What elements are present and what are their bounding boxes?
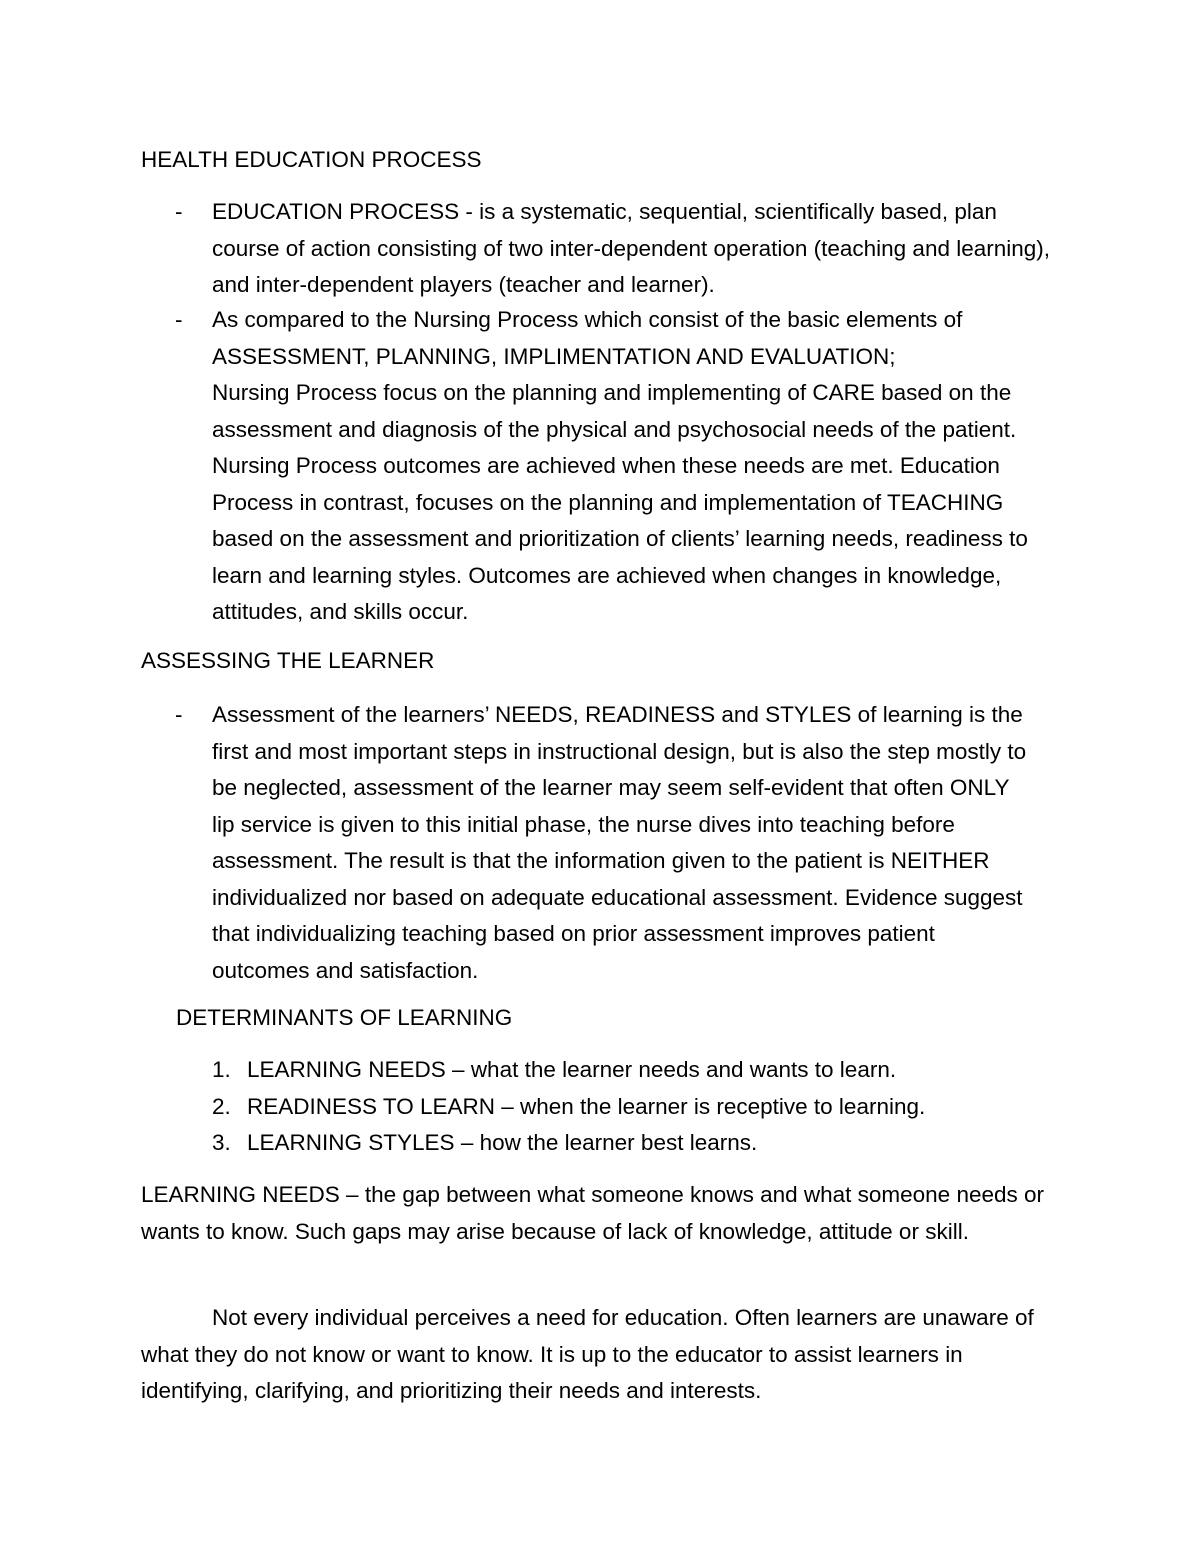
bullet-paragraph: Assessment of the learners’ NEEDS, READINESS and STYLES of learning is the first and most important steps in instructional design, but is also the step mostly to be neglected, assessment of the learner may seem self-evident that often ONLY lip service is given to this initial phase, the nurse dives into teaching before assessment. The result is that the information given to the patient is NEITHER individualized nor based on adequate educational assessment. Evidence suggest that individualizing teaching based on prior assessment improves patient outcomes and satisfaction.	[212, 702, 1027, 983]
learning-needs-paragraph: LEARNING NEEDS – the gap between what someone knows and what someone needs or wants to know. Such gaps may arise because of lack of knowledge, attitude or skill.	[141, 1182, 1045, 1244]
bullet-paragraph: EDUCATION PROCESS - is a systematic, sequential, scientifically based, plan course of action consisting of two inter-dependent operation (teaching and learning), and inter-dependent players (teacher and learner).	[212, 199, 1051, 297]
bullet-text	[212, 302, 1062, 631]
bullet-paragraph: As compared to the Nursing Process which consist of the basic elements of ASSESSMENT, PLANNING, IMPLIMENTATION AND EVALUATION;	[212, 307, 963, 369]
list-item-text: LEARNING NEEDS – what the learner needs and wants to learn.	[247, 1057, 897, 1082]
bullet-paragraph: Nursing Process focus on the planning and implementing of CARE based on the assessment and diagnosis of the physical and psychosocial needs of the patient. Nursing Process outcomes are achieved when these needs are met. Education Process in contrast, focuses on the planning and implementation of TEACHING based on the assessment and prioritization of clients’ learning needs, readiness to learn and learning styles. Outcomes are achieved when changes in knowledge, attitudes, and skills occur.	[212, 380, 1028, 624]
list-number: 3.	[212, 1130, 231, 1155]
list-item	[212, 1125, 1072, 1162]
bullet-education-process	[175, 194, 1075, 304]
bullet-dash: -	[175, 307, 183, 332]
list-number: 2.	[212, 1093, 231, 1119]
closing-paragraph: Not every individual perceives a need for education. Often learners are unaware of what they do not know or want to know. It is up to the educator to assist learners in identifying, clarifying, and prioritizing their needs and interests.	[141, 1305, 1034, 1403]
list-number: 1.	[212, 1057, 231, 1082]
bullet-dash: -	[175, 199, 183, 224]
list-item-text: READINESS TO LEARN – when the learner is receptive to learning.	[247, 1093, 926, 1119]
determinants-list	[212, 1052, 1072, 1162]
bullet-text	[212, 697, 1032, 989]
bullet-text	[212, 194, 1062, 304]
section-heading-determinants: DETERMINANTS OF LEARNING	[176, 1005, 513, 1030]
bullet-dash: -	[175, 702, 183, 727]
bullet-nursing-process	[175, 302, 1075, 631]
bullet-assessment	[175, 697, 1075, 989]
list-item	[212, 1089, 1072, 1126]
section-heading-assessing: ASSESSING THE LEARNER	[141, 648, 435, 673]
list-item-text: LEARNING STYLES – how the learner best learns.	[247, 1130, 758, 1155]
list-item	[212, 1052, 1072, 1089]
document-title: HEALTH EDUCATION PROCESS	[141, 147, 482, 172]
